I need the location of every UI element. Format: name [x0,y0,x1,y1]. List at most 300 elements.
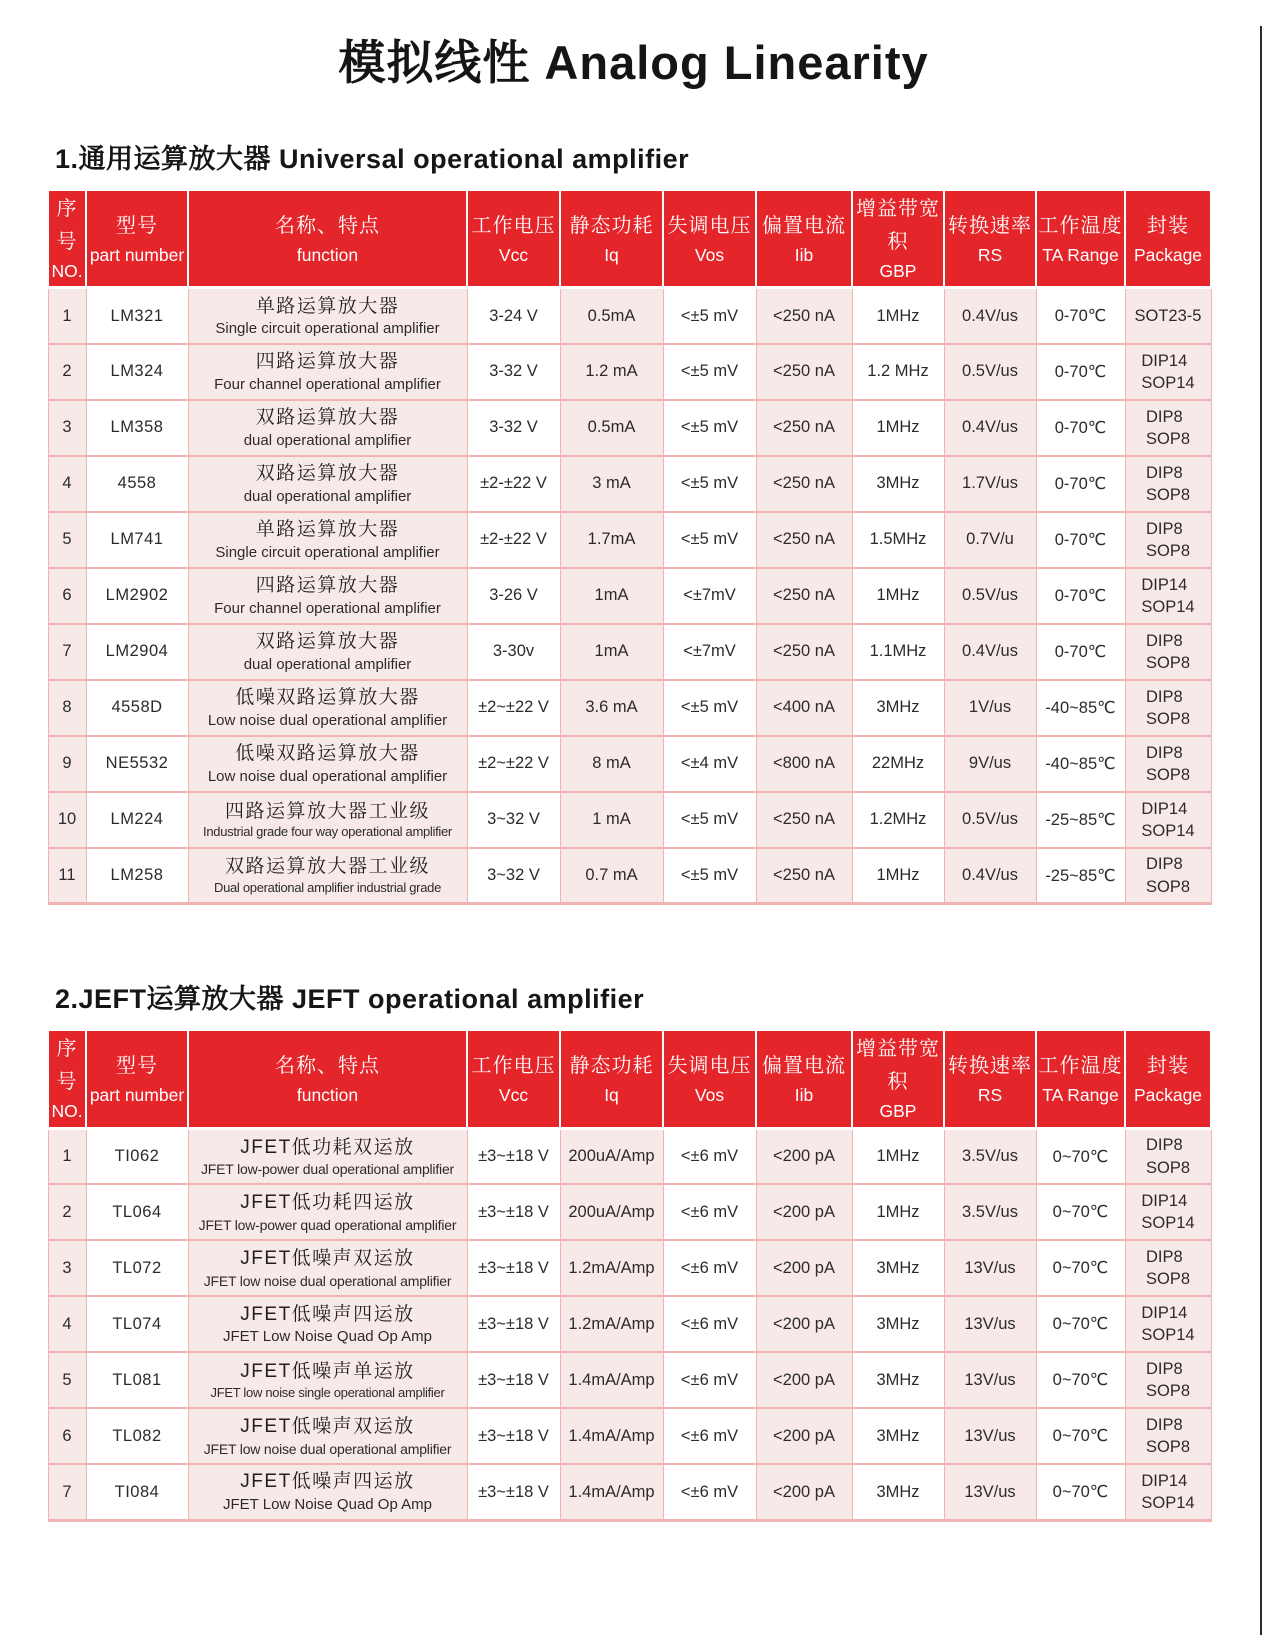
cell-func [188,1408,467,1464]
table-header [48,190,1211,288]
column-header-zh: 静态功耗 [569,214,654,237]
function-name-zh: JFET低噪声双运放 [240,1248,415,1270]
column-header-en: Vcc [498,1084,529,1105]
cell-part: 4558D [86,680,188,736]
package-value: DIP8 SOP8 [1145,855,1191,896]
function-name-en: JFET low noise dual operational amplifier [203,1272,452,1289]
cell-vcc: ±3~±18 V [467,1408,560,1464]
package-value: DIP8 SOP8 [1145,1415,1191,1457]
column-header-zh: 封装 [1147,214,1189,237]
cell-vos: <±7mV [663,624,756,680]
cell-vos: <±5 mV [663,456,756,512]
function-name-zh: 双路运算放大器工业级 [224,856,430,878]
cell-vos: <±6 mV [663,1296,756,1352]
table-row [48,400,1211,456]
section-heading-universal-opamp: 1.通用运算放大器 Universal operational amplifier [55,144,690,174]
cell-part: LM321 [86,288,188,344]
cell-vcc: ±3~±18 V [467,1240,560,1296]
cell-vcc: ±3~±18 V [467,1128,560,1184]
cell-vos: <±6 mV [663,1240,756,1296]
cell-gbp: 3MHz [852,1240,944,1296]
function-name-zh: 单路运算放大器 [255,295,400,317]
cell-iq: 0.7 mA [560,848,663,904]
cell-no: 2 [48,344,86,400]
column-header-vcc [467,190,560,288]
cell-ta: -25~85℃ [1036,792,1125,848]
function-name-zh: 低噪双路运算放大器 [235,687,420,709]
table-row [48,512,1211,568]
cell-iib: <250 nA [756,400,852,456]
cell-gbp: 1MHz [852,1128,944,1184]
cell-pkg [1125,512,1211,568]
package-value: DIP14 SOP14 [1141,799,1195,840]
column-header-zh: 偏置电流 [762,214,846,237]
package-value: DIP8 SOP8 [1145,407,1191,448]
function-name-zh: 单路运算放大器 [255,519,400,541]
cell-no: 11 [48,848,86,904]
cell-iib: <250 nA [756,848,852,904]
column-header-en: function [296,1084,359,1105]
cell-no: 5 [48,1352,86,1408]
cell-vcc: ±2-±22 V [467,512,560,568]
cell-vos: <±5 mV [663,512,756,568]
cell-rs: 9V/us [944,736,1036,792]
cell-no: 7 [48,1464,86,1520]
function-name-en: JFET low noise single operational amplifier [210,1384,445,1400]
function-name-en: Low noise dual operational amplifier [207,767,448,785]
cell-iq: 1 mA [560,792,663,848]
column-header-zh: 工作温度 [1038,214,1123,237]
column-header-zh: 名称、特点 [275,214,380,237]
column-header-en: Package [1133,244,1203,265]
cell-vcc: ±3~±18 V [467,1296,560,1352]
cell-iib: <250 nA [756,568,852,624]
universal-opamp-table [47,189,1212,905]
cell-rs: 3.5V/us [944,1184,1036,1240]
column-header-en: NO. [51,1101,83,1122]
cell-gbp: 1.5MHz [852,512,944,568]
column-header-en: part number [89,1084,185,1105]
cell-iq: 200uA/Amp [560,1184,663,1240]
column-header-ta [1036,190,1125,288]
table-row [48,848,1211,904]
package-value: DIP8 SOP8 [1145,1247,1191,1289]
column-header-zh: 封装 [1147,1054,1189,1077]
cell-no: 6 [48,568,86,624]
cell-ta: 0-70℃ [1036,624,1125,680]
cell-vcc: 3-32 V [467,400,560,456]
cell-pkg [1125,456,1211,512]
function-name-en: dual operational amplifier [243,431,412,449]
column-header-pkg [1125,1030,1211,1128]
column-header-pkg [1125,190,1211,288]
function-name-zh: 四路运算放大器 [255,351,400,373]
cell-no: 4 [48,1296,86,1352]
cell-vcc: ±2~±22 V [467,736,560,792]
cell-iib: <400 nA [756,680,852,736]
cell-func [188,624,467,680]
cell-ta: -40~85℃ [1036,680,1125,736]
cell-pkg [1125,1184,1211,1240]
cell-iq: 1.2mA/Amp [560,1296,663,1352]
cell-part: TI084 [86,1464,188,1520]
table-row [48,1240,1211,1296]
table-row [48,456,1211,512]
package-value: DIP8 SOP8 [1145,743,1191,784]
cell-iq: 1.7mA [560,512,663,568]
function-name-zh: 双路运算放大器 [255,463,400,485]
cell-ta: 0-70℃ [1036,512,1125,568]
column-header-gbp [852,190,944,288]
cell-pkg [1125,624,1211,680]
column-header-zh: 工作电压 [471,1054,556,1077]
cell-vos: <±6 mV [663,1184,756,1240]
column-header-zh: 型号 [116,1054,158,1077]
cell-pkg [1125,1408,1211,1464]
column-header-en: GBP [879,261,917,281]
cell-no: 7 [48,624,86,680]
table-row [48,680,1211,736]
table-row [48,1128,1211,1184]
cell-pkg [1125,568,1211,624]
table-row [48,288,1211,344]
cell-vcc: ±3~±18 V [467,1352,560,1408]
header-row [48,190,1211,288]
cell-func [188,288,467,344]
table-row [48,1464,1211,1520]
cell-func [188,512,467,568]
column-header-ta [1036,1030,1125,1128]
cell-vcc: 3-30v [467,624,560,680]
cell-gbp: 1MHz [852,1184,944,1240]
cell-vos: <±5 mV [663,792,756,848]
cell-pkg [1125,1128,1211,1184]
cell-pkg [1125,1352,1211,1408]
cell-ta: 0~70℃ [1036,1184,1125,1240]
cell-func [188,344,467,400]
function-name-en: JFET low-power quad operational amplifier [198,1216,457,1233]
column-header-en: Vcc [498,244,529,265]
cell-no: 5 [48,512,86,568]
function-name-zh: 双路运算放大器 [255,407,400,429]
column-header-zh: 增益带宽积 [856,1038,940,1094]
column-header-zh: 失调电压 [667,1054,752,1077]
cell-part: LM2904 [86,624,188,680]
cell-iq: 200uA/Amp [560,1128,663,1184]
cell-rs: 0.5V/us [944,792,1036,848]
function-name-zh: JFET低噪声双运放 [240,1416,415,1438]
cell-pkg [1125,680,1211,736]
cell-part: NE5532 [86,736,188,792]
cell-iib: <250 nA [756,624,852,680]
table-body [48,288,1211,904]
cell-iq: 1mA [560,568,663,624]
table-row [48,624,1211,680]
package-value: DIP8 SOP8 [1145,463,1191,504]
column-header-part [86,190,188,288]
cell-vcc: ±2~±22 V [467,680,560,736]
cell-part: LM2902 [86,568,188,624]
cell-func [188,1296,467,1352]
package-value: DIP14 SOP14 [1141,1303,1195,1345]
cell-part: TL082 [86,1408,188,1464]
cell-vos: <±6 mV [663,1464,756,1520]
cell-vos: <±5 mV [663,400,756,456]
table-header [48,1030,1211,1128]
cell-iib: <250 nA [756,288,852,344]
cell-vcc: ±3~±18 V [467,1184,560,1240]
cell-iq: 8 mA [560,736,663,792]
table-row [48,736,1211,792]
cell-gbp: 3MHz [852,1464,944,1520]
cell-part: LM741 [86,512,188,568]
column-header-zh: 工作电压 [471,214,556,237]
cell-rs: 0.7V/u [944,512,1036,568]
column-header-en: Vos [694,244,725,265]
cell-func [188,400,467,456]
cell-rs: 0.4V/us [944,288,1036,344]
function-name-en: dual operational amplifier [243,655,412,673]
cell-iib: <200 pA [756,1240,852,1296]
cell-vos: <±6 mV [663,1408,756,1464]
column-header-iib [756,190,852,288]
cell-gbp: 1.2MHz [852,792,944,848]
cell-pkg [1125,1296,1211,1352]
cell-func [188,456,467,512]
cell-ta: 0~70℃ [1036,1464,1125,1520]
cell-vos: <±5 mV [663,680,756,736]
table-row [48,568,1211,624]
column-header-en: TA Range [1042,1084,1119,1105]
column-header-en: RS [977,244,1003,265]
column-header-part [86,1030,188,1128]
cell-iib: <200 pA [756,1296,852,1352]
cell-ta: -40~85℃ [1036,736,1125,792]
cell-ta: 0~70℃ [1036,1240,1125,1296]
cell-pkg [1125,344,1211,400]
section-universal-opamp [47,137,1267,905]
table-row [48,1296,1211,1352]
column-header-zh: 转换速率 [948,214,1032,237]
column-header-vos [663,1030,756,1128]
cell-no: 10 [48,792,86,848]
column-header-func [188,1030,467,1128]
column-header-zh: 型号 [116,214,158,237]
cell-pkg [1125,1464,1211,1520]
cell-rs: 13V/us [944,1296,1036,1352]
cell-gbp: 1MHz [852,400,944,456]
cell-gbp: 1.1MHz [852,624,944,680]
cell-rs: 0.4V/us [944,848,1036,904]
cell-vos: <±4 mV [663,736,756,792]
table-row [48,1352,1211,1408]
cell-vcc: 3-32 V [467,344,560,400]
package-value: DIP8 SOP8 [1145,1136,1191,1177]
package-value: DIP14 SOP14 [1141,575,1195,616]
cell-pkg [1125,848,1211,904]
column-header-iq [560,190,663,288]
cell-no: 4 [48,456,86,512]
cell-rs: 13V/us [944,1408,1036,1464]
cell-vcc: 3-26 V [467,568,560,624]
cell-iib: <200 pA [756,1128,852,1184]
column-header-gbp [852,1030,944,1128]
cell-vos: <±5 mV [663,848,756,904]
function-name-zh: JFET低噪声单运放 [240,1360,415,1382]
cell-ta: 0-70℃ [1036,456,1125,512]
cell-iib: <200 pA [756,1464,852,1520]
cell-gbp: 3MHz [852,680,944,736]
column-header-zh: 失调电压 [667,214,752,237]
column-header-en: NO. [51,261,83,281]
function-name-en: Dual operational amplifier industrial grade [213,880,441,895]
function-name-en: Single circuit operational amplifier [215,543,440,561]
cell-part: TI062 [86,1128,188,1184]
cell-pkg [1125,288,1211,344]
cell-func [188,848,467,904]
cell-pkg [1125,736,1211,792]
cell-rs: 13V/us [944,1464,1036,1520]
cell-part: TL072 [86,1240,188,1296]
cell-gbp: 22MHz [852,736,944,792]
column-header-vos [663,190,756,288]
cell-part: LM258 [86,848,188,904]
cell-no: 3 [48,400,86,456]
cell-func [188,680,467,736]
cell-part: 4558 [86,456,188,512]
column-header-zh: 序号 [56,1038,78,1094]
cell-no: 8 [48,680,86,736]
function-name-en: Single circuit operational amplifier [215,320,440,338]
header-row [48,1030,1211,1128]
cell-vcc: ±3~±18 V [467,1464,560,1520]
package-value: DIP8 SOP8 [1145,519,1191,560]
cell-no: 2 [48,1184,86,1240]
column-header-rs [944,190,1036,288]
table-row [48,792,1211,848]
cell-iq: 1.2 mA [560,344,663,400]
function-name-en: JFET low noise dual operational amplifier [203,1440,452,1457]
column-header-zh: 名称、特点 [275,1054,380,1077]
cell-iq: 0.5mA [560,288,663,344]
page-title: 模拟线性 Analog Linearity [338,36,929,89]
cell-iib: <200 pA [756,1352,852,1408]
cell-rs: 0.4V/us [944,400,1036,456]
cell-part: LM358 [86,400,188,456]
cell-iq: 1.2mA/Amp [560,1240,663,1296]
column-header-iq [560,1030,663,1128]
function-name-en: Industrial grade four way operational amplifier [203,824,452,840]
cell-part: TL064 [86,1184,188,1240]
cell-iq: 3 mA [560,456,663,512]
cell-iq: 1mA [560,624,663,680]
cell-ta: 0-70℃ [1036,568,1125,624]
cell-iq: 1.4mA/Amp [560,1408,663,1464]
cell-iq: 1.4mA/Amp [560,1464,663,1520]
cell-rs: 13V/us [944,1352,1036,1408]
cell-rs: 0.5V/us [944,568,1036,624]
function-name-en: Low noise dual operational amplifier [207,711,448,729]
column-header-no [48,190,86,288]
cell-no: 3 [48,1240,86,1296]
column-header-en: Iib [794,244,814,265]
cell-vos: <±5 mV [663,344,756,400]
function-name-en: JFET Low Noise Quad Op Amp [223,1328,432,1346]
column-header-iib [756,1030,852,1128]
cell-iib: <250 nA [756,792,852,848]
cell-part: TL081 [86,1352,188,1408]
function-name-zh: JFET低功耗四运放 [240,1192,415,1214]
cell-iib: <250 nA [756,512,852,568]
cell-iib: <800 nA [756,736,852,792]
section-heading-jeft-opamp: 2.JEFT运算放大器 JEFT operational amplifier [55,984,645,1015]
package-value: DIP8 SOP8 [1145,631,1191,672]
function-name-en: JFET Low Noise Quad Op Amp [223,1496,432,1514]
package-value: DIP14 SOP14 [1141,1191,1195,1233]
cell-part: TL074 [86,1296,188,1352]
function-name-en: JFET low-power dual operational amplifier [201,1161,454,1178]
cell-gbp: 1.2 MHz [852,344,944,400]
cell-ta: -25~85℃ [1036,848,1125,904]
cell-no: 1 [48,288,86,344]
cell-ta: 0~70℃ [1036,1128,1125,1184]
table-body [48,1128,1211,1520]
table-row [48,1408,1211,1464]
column-header-en: Iq [604,1084,619,1105]
cell-func [188,736,467,792]
cell-func [188,1352,467,1408]
cell-no: 1 [48,1128,86,1184]
function-name-en: dual operational amplifier [243,487,412,505]
cell-func [188,568,467,624]
cell-pkg [1125,792,1211,848]
column-header-zh: 工作温度 [1038,1054,1123,1077]
cell-func [188,1464,467,1520]
column-header-en: function [296,244,359,265]
cell-func [188,1128,467,1184]
cell-ta: 0~70℃ [1036,1296,1125,1352]
function-name-en: Four channel operational amplifier [214,375,441,393]
cell-iq: 0.5mA [560,400,663,456]
cell-rs: 3.5V/us [944,1128,1036,1184]
cell-iib: <200 pA [756,1184,852,1240]
column-header-no [48,1030,86,1128]
function-name-zh: JFET低噪声四运放 [240,1303,415,1325]
cell-ta: 0-70℃ [1036,288,1125,344]
function-name-zh: 双路运算放大器 [255,631,400,653]
cell-rs: 1V/us [944,680,1036,736]
cell-ta: 0~70℃ [1036,1352,1125,1408]
column-header-func [188,190,467,288]
column-header-vcc [467,1030,560,1128]
cell-iib: <200 pA [756,1408,852,1464]
cell-vos: <±6 mV [663,1352,756,1408]
column-header-zh: 增益带宽积 [856,198,940,253]
package-value: DIP8 SOP8 [1145,1359,1191,1401]
column-header-en: part number [89,244,185,265]
column-header-rs [944,1030,1036,1128]
cell-gbp: 3MHz [852,456,944,512]
function-name-zh: JFET低噪声四运放 [240,1471,415,1493]
cell-iib: <250 nA [756,456,852,512]
function-name-zh: 低噪双路运算放大器 [235,743,420,765]
cell-rs: 0.5V/us [944,344,1036,400]
cell-iq: 3.6 mA [560,680,663,736]
cell-part: LM224 [86,792,188,848]
cell-func [188,1184,467,1240]
cell-pkg [1125,400,1211,456]
package-value: DIP8 SOP8 [1145,687,1191,728]
